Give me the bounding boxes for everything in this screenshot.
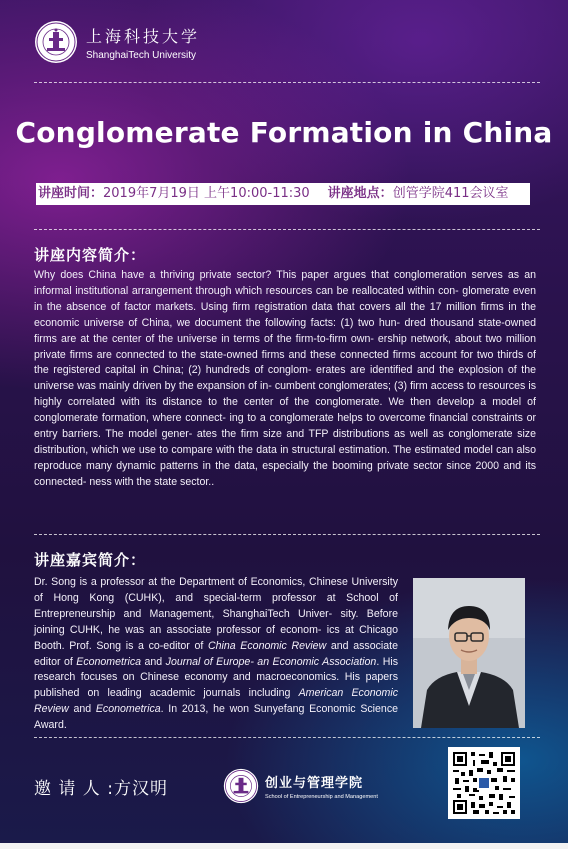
bio-text: . His research focuses on Chinese economy and macroeconomics. His papers published on leading academic journals including bbox=[34, 655, 399, 700]
time-value: 2019年7月19日 上午10:00-11:30 bbox=[103, 186, 310, 201]
bio-journal: Journal of Europe- an Economic Association bbox=[165, 655, 377, 668]
bio-journal: Econometrica bbox=[95, 703, 161, 716]
bio-journal: American Economic Review bbox=[34, 687, 399, 716]
speaker-bio bbox=[34, 575, 398, 734]
lecture-title: Conglomerate Formation in China bbox=[15, 116, 553, 149]
lecture-info-bar bbox=[36, 183, 530, 205]
bio-text: and bbox=[141, 655, 166, 668]
school-logo bbox=[223, 768, 378, 804]
speaker-heading: 讲座嘉宾简介： bbox=[34, 551, 147, 569]
divider bbox=[34, 229, 540, 230]
bio-text: and bbox=[68, 703, 96, 716]
university-name-cn: 上海科技大学 bbox=[86, 26, 201, 46]
school-seal-icon bbox=[223, 768, 259, 804]
place-label: 讲座地点： bbox=[327, 186, 393, 201]
inviter: 邀 请 人 :方汉明 bbox=[34, 779, 168, 799]
university-name-en: ShanghaiTech University bbox=[86, 49, 197, 61]
university-logo bbox=[34, 20, 200, 64]
bio-journal: Econometrica bbox=[76, 655, 142, 668]
divider bbox=[34, 534, 540, 535]
place-value: 创管学院411会议室 bbox=[392, 186, 509, 201]
bio-text: Dr. Song is a professor at the Department of Economics, Chinese University of Hong Kong (CUHK), and special-term professor at School of Entrepreneurship and Management, ShanghaiTech Univer- sity. Before joining CUHK, he was an associate professor of econom- ics at Chicago Booth. Prof. Song is a co-editor of bbox=[34, 576, 398, 652]
qr-code-icon bbox=[448, 747, 520, 819]
bio-journal: China Economic Review bbox=[207, 639, 327, 652]
bio-text: and associate editor of bbox=[34, 639, 398, 668]
divider bbox=[34, 737, 540, 738]
time-label: 讲座时间： bbox=[38, 186, 104, 201]
divider bbox=[34, 82, 540, 83]
university-seal-icon bbox=[34, 20, 78, 64]
school-name-en: School of Entrepreneurship and Management bbox=[265, 794, 378, 800]
bio-text: . In 2013, he won Sunyefang Economic Science Award. bbox=[34, 703, 399, 732]
abstract-text: Why does China have a thriving private sector? This paper argues that conglomeration serves as an informal institutional arrangement through which resources can be reallocated within con- glomerate even in the absence of factor markets. Using firm registration data that covers all the 17 million firms in the economic universe of China, we document the following facts: (1) two hun- dred thousand state-owned firms are at the center of the universe in terms of the firm-to-firm own- ership network, about two million private firms are connected to the state-owned firms and these connected firms account for two thirds of the registered capital in China; (2) hundreds of conglom- erates are identified and the explosion of the universe was mainly driven by the expansion of in- cumbent conglomerates; (3) firm access to resources is highly correlated with its distance to the center of the conglomerate. We then develop a model of conglomerate formation, where connect- ing to a conglomerate helps to overcome financial constraints or entry barriers. The model gener- ates the firm size and TFP distributions as well as conglomerate size distribution, which we use to compare with the data in structural estimation. The estimated model can also reproduce many dynamic patterns in the data, especially the booming private sector since 2000 and its connected- ness with the state sector.. bbox=[34, 269, 536, 488]
school-name-cn: 创业与管理学院 bbox=[265, 776, 364, 791]
speaker-photo bbox=[413, 578, 525, 728]
abstract-heading: 讲座内容简介： bbox=[34, 246, 147, 264]
